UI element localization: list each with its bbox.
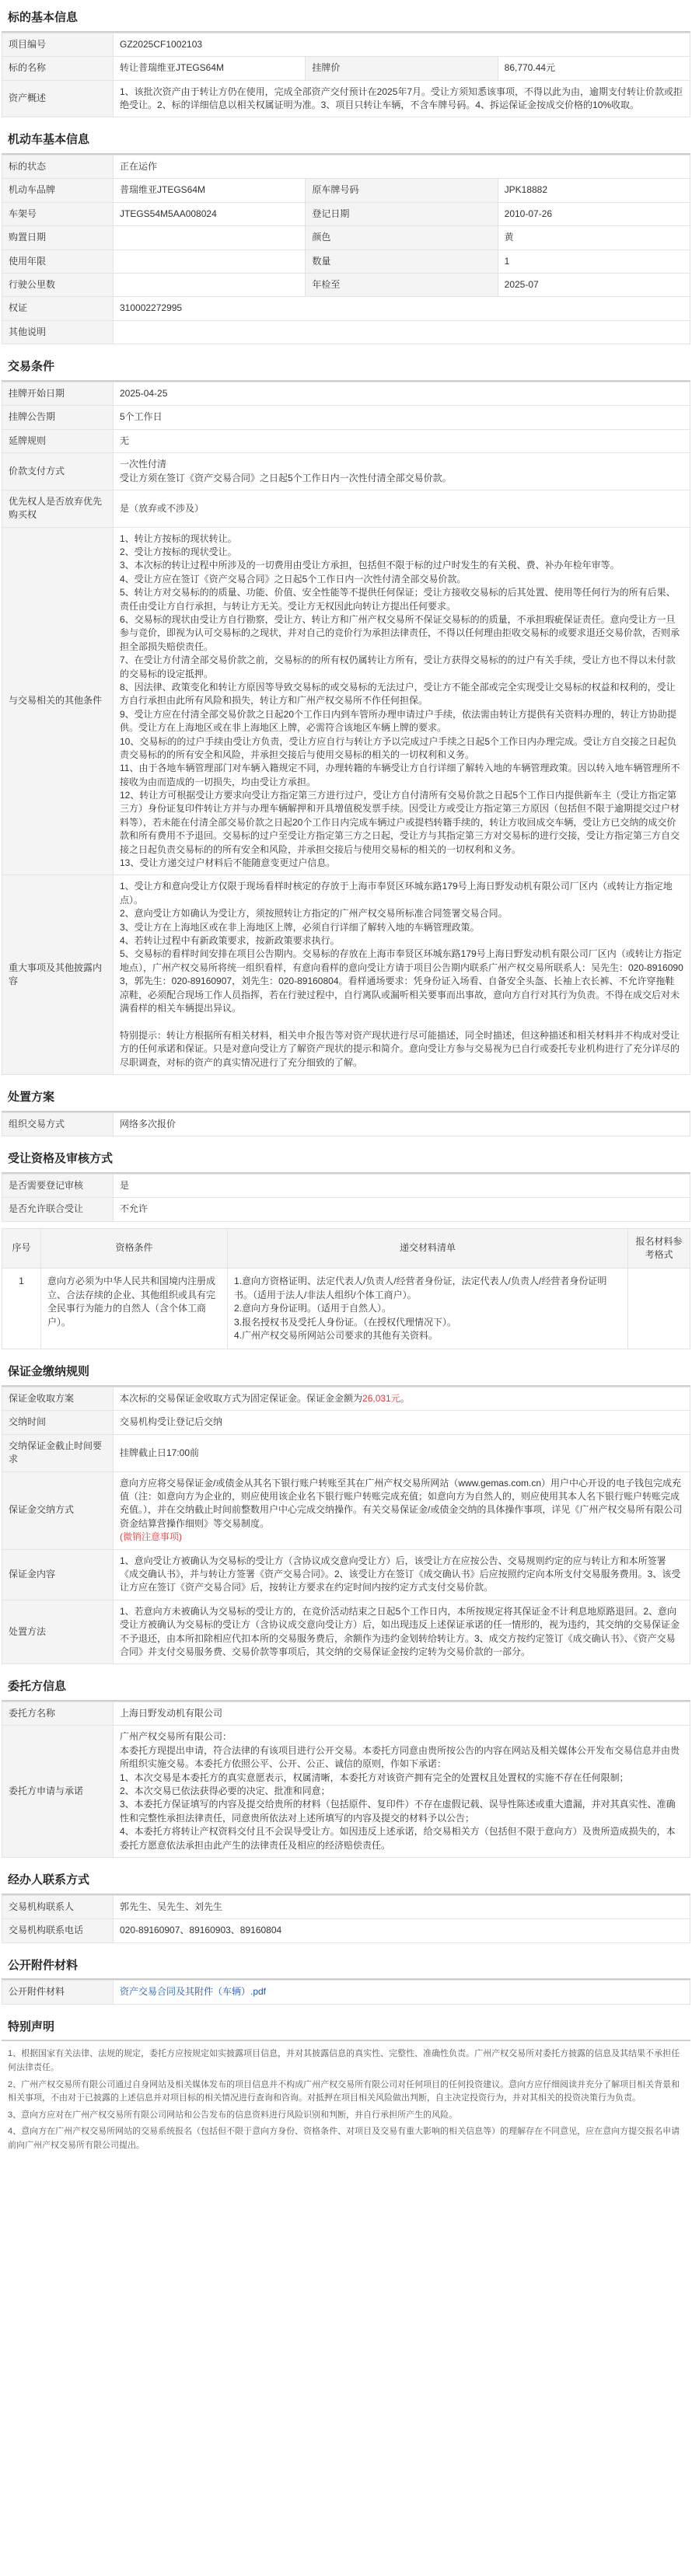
value-rights: 310002272995	[114, 297, 690, 320]
value-plate: JPK18882	[498, 179, 690, 202]
label-mileage: 行驶公里数	[2, 274, 114, 297]
label-status: 标的状态	[2, 155, 114, 179]
notice-item: 3、意向方应对在广州产权交易所有限公司网站和公告发布的信息资料进行风险识别和判断，并自行承担所产生的风险。	[8, 2110, 458, 2120]
value-contact-name: 郭先生、吴先生、刘先生	[114, 1895, 690, 1918]
value-other	[114, 320, 690, 344]
deposit-table	[2, 1387, 690, 1664]
value-deadline: 挂牌截止日17:00前	[114, 1434, 690, 1471]
label-period: 挂牌公告期	[2, 406, 114, 429]
label-deposit-time: 交纳时间	[2, 1411, 114, 1434]
label-purchase: 购置日期	[2, 226, 114, 250]
value-use-years	[114, 250, 306, 273]
value-dispose: 1、若意向方未被确认为交易标的受让方的，在竞价活动结束之日起5个工作日内，本所按规定将其保证金不计利息地原路退回。2、意向受让方被确认为交易标的受让方（含协议成交意向受让方）后，如出现违反上述保证承诺的任一情形的，视为违约，其交纳的交易保证金不予退还，由本所扣除相应代扣本所的交易服务费后，余额作为违约金划转给转让方。3、成交方按约定签订《成交确认书》、《资产交易合同》并支付交易服务费、交易价款等事项后，其交纳的交易保证金按约定转为交易价款的一部分。	[114, 1600, 690, 1664]
value-consortium: 不允许	[114, 1198, 690, 1221]
value-start-date: 2025-04-25	[114, 382, 690, 405]
col-header-condition: 资格条件	[41, 1228, 228, 1269]
label-project-no: 项目编号	[2, 33, 114, 56]
value-status: 正在运作	[114, 155, 690, 179]
label-dispose: 处置方法	[2, 1600, 114, 1664]
value-conditions: 1、转让方按标的现状转让。 2、受让方按标的现状受让。 3、本次标的转让过程中所涉及的一切费用由受让方承担，包括但不限于标的过户时发生的有关税、费、补办年检年审等。 4、受让方应在签订《资产交易合同》之日起5个工作日内一次性付清全部交易价款。 5、转让方对交易标的的质量、功能、价值、安全性能等不提供任何保证；受让方接收交易标的后其处置、使用等任何行为的所有后果、责任由受让方自行承担，与转让方无关。受让方无权因此向转让方提出任何要求。 6、交易标的现状由受让方自行勘察，受让方、转让方和广州产权交易所不保证交易标的的质量，不承担瑕疵保证责任。意向受让方一旦参与竞价，即视为认可交易标的之现状，并对自己的竞价行为承担法律责任，不得以任何理由拒收交易标的或要求退还交易价款，否则承担全部损失赔偿责任。 7、在受让方付清全部交易价款之前，交易标的的所有权仍属转让方所有，受让方获得交易标的的过户有关手续，受让方也不得以未付款的交易标的设定抵押。 8、因法律、政策变化和转让方原因等导致交易标的或交易标的无法过户，受让方不能全部或完全实现受让交易标的权益和权利的，受让方自行承担由此所有风险和损失，转让方和广州产权交易所不作任何担保。 9、受让方应在付清全部交易价款之日起20个工作日内到车管所办理申请过户手续，依法需由转让方提供有关资料办理的，转让方协助提供。受让方在上海地区或在非上海地区上牌，必需符合该地区车辆上牌的要求。 10、交易标的的过户手续由受让方负责，受让方应自行与转让方予以完成过户手续之日起5个工作日内办理完成。受让方自交接之日起负责交易标的的所有安全和风险，并承担交接后与使用交易标的相关的一切权利和义务。 11、由于各地车辆管理部门对车辆入籍规定不同，办理转籍的车辆受让方自行详细了解转入地的车辆管理政策。因以转入地车辆管理所不接收为由而造成的一切损失，均由受让方承担。 12、转让方可根据受让方要求向受让方指定第三方进行过户，受让方自付清所有交易价款之日起5个工作日内提供新车主（受让方指定第三方）身份证复印件转让方并与办理车辆解押和开具增值税发票手续。因受让方或受让方指定第三方原因（包括但不限于逾期提交过户材料等），若未能在付清全部交易价款之日起20个工作日内完成车辆过户或提档转籍手续的，转让方收回成交车辆，受让方已交纳的成交价款和所有费用不予退回。交易标的过户至受让方指定第三方之日起，受让方与其指定第三方对交易标的进行交接，受让方指定第三方自交接之日起负责交易标的的所有安全和风险，并承担交接后与使用交易标的相关的一切权利和义务。 13、受让方递交过户材料后不能随意变更过户信息。	[114, 527, 690, 875]
label-commit: 委托方申请与承诺	[2, 1726, 114, 1858]
label-deadline: 交纳保证金截止时间要求	[2, 1434, 114, 1471]
label-other: 其他说明	[2, 320, 114, 344]
label-payment: 价款支付方式	[2, 453, 114, 490]
value-major: 1、受让方和意向受让方仅限于现场看样时核定的存放于上海市奉贤区环城东路179号上海日野发动机有限公司厂区内（或转让方指定地点）。 2、意向受让方如确认为受让方，须按照转让方指定的广州产权交易所标准合同签署交易合同。 3、受让方在上海地区或在非上海地区上牌，必须自行详细了解转入地的车辆管理政策。 4、若转让过程中有新政策要求，按新政策要求执行。 5、交易标的看样时间安排在项目公告期内。交易标的存放在上海市奉贤区环城东路179号上海日野发动机有限公司厂区内（或转让方指定地点），广州产权交易所将统一组织看样，有意向看样的意向受让方请于项目公告期内联系广州产权交易所联系人：吴先生：020-89160903，郭先生：020-89160907，刘先生：020-89160804。看样通场要求：凭身份证入场看、自备安全头盔、长袖上衣长裤、不允许穿拖鞋凉鞋，必须配合现场工作人员指挥，若在行驶过程中，自行离队或漏听相关要事而出事故，意向方自行对其行为负责。不得在成交后对未满看样的相关车辆提出异议。 特别提示：转让方根据所有相关材料，相关申介报告等对资产现状进行尽可能描述，同全时描述，但这种描述和相关材料并不构成对受让方的任何承诺和保证。只是对意向受让方了解资产现状的提示和简介。意向受让方参与交易视为已自行或委托专业机构进行了充分详尽的尽职调查，对标的资产的真实情况进行了充分细致的了解。	[114, 875, 690, 1074]
col-header-no: 序号	[2, 1228, 41, 1269]
deposit-amount: 26,031元	[362, 1393, 400, 1405]
deposit-way-note[interactable]: (微销注意事项)	[120, 1531, 182, 1543]
label-deposit-way: 保证金交纳方式	[2, 1471, 114, 1549]
value-price: 86,770.44元	[498, 57, 690, 80]
label-priority: 优先权人是否放弃优先购买权	[2, 490, 114, 527]
value-org: 网络多次报价	[114, 1112, 690, 1136]
section-title-deposit: 保证金缴纳规则	[2, 1357, 690, 1387]
value-principal-name: 上海日野发动机有限公司	[114, 1702, 690, 1726]
trade-conditions-table	[2, 382, 690, 1075]
value-vin: JTEGS54M5AA008024	[114, 202, 306, 225]
cell-condition: 意向方必须为中华人民共和国境内注册成立、合法存续的企业、其他组织或具有完全民事行为能力的自然人（含个体工商户）。	[41, 1269, 228, 1349]
attachment-table	[2, 1980, 690, 2004]
col-header-ref: 报名材料参考格式	[628, 1228, 690, 1269]
label-deposit-content: 保证金内容	[2, 1549, 114, 1600]
label-overview: 资产概述	[2, 80, 114, 117]
notice-item: 2、广州产权交易所有限公司通过自身网站及相关媒体发布的项目信息并不构成广州产权交易所有限公司对任何项目的任何投资建议。意向方应仔细阅读并充分了解项目相关背景和相关事项，不由对于已披露的上述信息并对项目标的相关情况进行查询和咨询。对抵押在项目相关风险做出判断，自主决定投资行为，并对其相关的投资决策行为负责。	[8, 2079, 680, 2103]
value-register: 2010-07-26	[498, 202, 690, 225]
charge-text-pre: 本次标的交易保证金收取方式为固定保证金。保证金金额为	[120, 1393, 363, 1405]
section-title-vehicle: 机动车基本信息	[2, 125, 690, 155]
label-charge: 保证金收取方案	[2, 1387, 114, 1411]
label-price: 挂牌价	[306, 57, 498, 80]
value-deposit-way	[114, 1471, 690, 1549]
cell-no: 1	[2, 1269, 41, 1349]
principal-table	[2, 1702, 690, 1858]
contact-table	[2, 1895, 690, 1943]
notice-item: 4、意向方在广州产权交易所网站的交易系统报名（包括但不限于意向方身份、资格条件、对项目及交易有重大影响的相关信息等）的理解存在不同意见，应在意向方提交报名申请前向广州产权交易所有限公司提出。	[8, 2127, 680, 2150]
value-payment: 一次性付清 受让方须在签订《资产交易合同》之日起5个工作日内一次性付清全部交易价款。	[114, 453, 690, 490]
label-contact-name: 交易机构联系人	[2, 1895, 114, 1918]
label-attachment: 公开附件材料	[2, 1981, 114, 2004]
value-deposit-content: 1、意向受让方被确认为交易标的受让方（含协议成交意向受让方）后，该受让方在应按公告、交易规则约定的应与转让方和本所签署《成交确认书》，并与转让方签署《资产交易合同》。2、该受让方在签订《成交确认书》后应按照约定向本所支付交易服务费用。3、该受让方应在签订《资产交易合同》后，按转让方要求在约定时间内按约定方式支付交易价款。	[114, 1549, 690, 1600]
value-brand: 普瑞维亚JTEGS64M	[114, 179, 306, 202]
section-title-contact: 经办人联系方式	[2, 1866, 690, 1895]
label-org: 组织交易方式	[2, 1112, 114, 1136]
basic-info-table	[2, 33, 690, 118]
label-brand: 机动车品牌	[2, 179, 114, 202]
value-charge	[114, 1387, 690, 1411]
label-consortium: 是否允许联合受让	[2, 1198, 114, 1221]
label-color: 颜色	[306, 226, 498, 250]
cell-materials: 1.意向方资格证明、法定代表人/负责人/经营者身份证，法定代表人/负责人/经营者身份证明书。（适用于法人/非法人组织/个体工商户）。 2.意向方身份证明。（适用于自然人）。 3.报名授权书及受托人身份证。（在授权代理情况下）。 4.广州产权交易所网站公司要求的其他有关资料。	[228, 1269, 628, 1349]
deposit-way-text: 意向方应将交易保证金/或债金从其名下银行账户转账至其在广州产权交易所网站（www.gemas.com.cn）用户中心开设的电子钱包完成充值（注：如意向方为企业的，则应使用该企业名下银行账户转账完成充值；如意向方为自然人的，则应使用其本人名下银行账户转账完成充值。），并在交纳截止时间前整数用户中心完成交纳操作。有关交易保证金/或债金交纳的具体操作事项，详见《广州产权交易所有限公司资金结算营操作细则》等交易制度。	[120, 1477, 683, 1529]
value-item-name: 转让普瑞维亚JTEGS64M	[114, 57, 306, 80]
col-header-materials: 递交材料清单	[228, 1228, 628, 1269]
value-commit: 广州产权交易所有限公司： 本委托方现提出申请，符合法律的有该项目进行公开交易。本委托方同意由贵所按公告的内容在网站及相关媒体公开发布交易信息并由贵所组织实施交易。本委托方依照公平、公开、公正、诚信的原则，作如下承诺： 1、本次交易是本委托方的真实意愿表示，权属清晰，本委托方对该资产拥有完全的处置权且处置权的实施不存在任何限制； 2、本次交易已依法获得必要的决定、批准和同意； 3、本委托方保证填写的内容及提交给贵所的材料（包括原件、复印件）不存在虚假记载、误导性陈述或重大遗漏，并对其真实性、准确性和完整性承担法律责任，同意贵所依法对上述所填写的内容及提交的材料予以公告； 4、本委托方将转让产权资料交付且不会误导受让方。如因违反上述承诺，给交易相关方（包括但不限于意向方）及贵所造成损失的，本委托方愿意依法承担由此产生的法律责任及相应的经济赔偿责任。	[114, 1726, 690, 1858]
section-title-attachment: 公开附件材料	[2, 1951, 690, 1981]
label-major: 重大事项及其他披露内容	[2, 875, 114, 1074]
label-use-years: 使用年限	[2, 250, 114, 273]
section-title-basic: 标的基本信息	[2, 3, 690, 33]
label-inspection: 年检至	[306, 274, 498, 297]
value-overview: 1、该批次资产由于转让方仍在使用，完成全部资产交付预计在2025年7月。受让方须知悉该事项，不得以此为由，逾期支付转让价款或拒绝受让。2、标的详细信息以相关权属证明为准。3、项目只转让车辆，不含车牌号码。4、拆运保证金按成交价格的10%收取。	[114, 80, 690, 117]
label-register: 登记日期	[306, 202, 498, 225]
qualification-table	[2, 1174, 690, 1222]
label-rights: 权证	[2, 297, 114, 320]
section-title-trade: 交易条件	[2, 352, 690, 382]
section-title-method: 处置方案	[2, 1083, 690, 1112]
value-extend: 无	[114, 429, 690, 452]
label-principal-name: 委托方名称	[2, 1702, 114, 1726]
value-qty: 1	[498, 250, 690, 273]
label-item-name: 标的名称	[2, 57, 114, 80]
value-period: 5个工作日	[114, 406, 690, 429]
attachment-link[interactable]: 资产交易合同及其附件（车辆）.pdf	[120, 1986, 267, 1998]
label-start-date: 挂牌开始日期	[2, 382, 114, 405]
label-plate: 原车牌号码	[306, 179, 498, 202]
section-title-notice: 特别声明	[2, 2012, 690, 2042]
value-mileage	[114, 274, 306, 297]
value-project-no: GZ2025CF1002103	[114, 33, 690, 56]
charge-text-post: 。	[400, 1393, 410, 1405]
label-conditions: 与交易相关的其他条件	[2, 527, 114, 875]
value-contact-phone: 020-89160907、89160903、89160804	[114, 1919, 690, 1942]
value-joint: 是	[114, 1174, 690, 1197]
value-color: 黄	[498, 226, 690, 250]
value-priority: 是（放弃或不涉及）	[114, 490, 690, 527]
label-extend: 延牌规则	[2, 429, 114, 452]
section-title-principal: 委托方信息	[2, 1672, 690, 1702]
label-joint: 是否需要登记审核	[2, 1174, 114, 1197]
vehicle-info-table	[2, 155, 690, 344]
label-vin: 车架号	[2, 202, 114, 225]
value-deposit-time: 交易机构受让登记后交纳	[114, 1411, 690, 1434]
section-title-qualification: 受让资格及审核方式	[2, 1144, 690, 1174]
value-inspection: 2025-07	[498, 274, 690, 297]
qualification-grid	[2, 1228, 690, 1350]
method-table	[2, 1112, 690, 1136]
value-attachment	[114, 1981, 690, 2004]
table-row	[2, 1269, 690, 1349]
notice-item: 1、根据国家有关法律、法规的规定，委托方应按规定如实披露项目信息，并对其披露信息的真实性、完整性、准确性负责。广州产权交易所对委托方披露的信息及其结果不承担任何法律责任。	[8, 2049, 680, 2072]
label-contact-phone: 交易机构联系电话	[2, 1919, 114, 1942]
cell-ref	[628, 1269, 690, 1349]
label-qty: 数量	[306, 250, 498, 273]
value-purchase	[114, 226, 306, 250]
notice-list	[2, 2041, 690, 2162]
